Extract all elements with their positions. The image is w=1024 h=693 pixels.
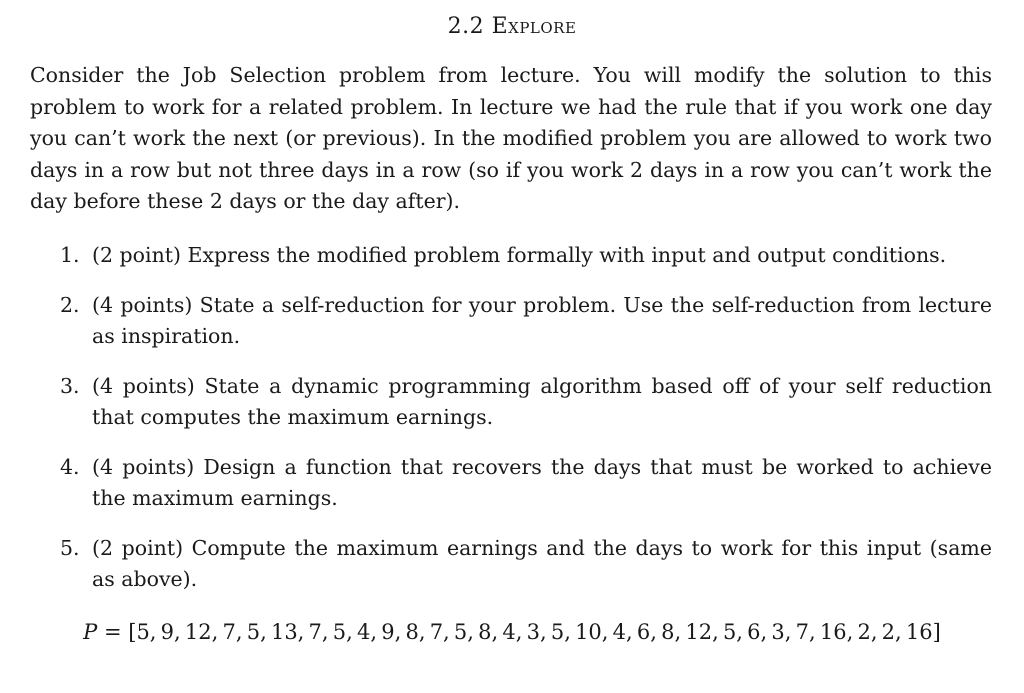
input-formula xyxy=(0,620,1024,644)
section-title-text: Explore xyxy=(491,14,577,39)
question-number: 1. xyxy=(60,243,80,267)
question-text: (4 points) Design a function that recovers the days that must be worked to achieve the maximum earnings. xyxy=(92,454,992,510)
intro-paragraph: Consider the Job Selection problem from lecture. You will modify the solution to this problem to work for a related problem. In lecture we had the rule that if you work one day you can’t work the next (or previous). In the modified problem you are allowed to work two days in a row but not three days in a row (so if you work 2 days in a row you can’t work the day before these 2 days or the day after). xyxy=(30,63,992,213)
formula-values: [5, 9, 12, 7, 5, 13, 7, 5, 4, 9, 8, 7, 5, 8, 4, 3, 5, 10, 4, 6, 8, 12, 5, 6, 3, 7, 16, 2, 2, 16] xyxy=(128,620,941,644)
question-number: 5. xyxy=(60,535,80,560)
formula-variable: P xyxy=(83,620,98,644)
question-number: 3. xyxy=(60,373,80,398)
question-item-4 xyxy=(30,452,992,515)
question-text: (2 point) Compute the maximum earnings and the days to work for this input (same as above). xyxy=(92,535,992,591)
question-text: (4 points) State a dynamic programming algorithm based off of your self reduction that computes the maximum earnings. xyxy=(92,373,992,429)
section-number: 2.2 xyxy=(447,14,485,39)
question-item-2 xyxy=(30,290,992,353)
question-text: (2 point) Express the modified problem formally with input and output conditions. xyxy=(92,243,947,267)
question-number: 4. xyxy=(60,454,80,479)
formula-equals: = xyxy=(97,620,129,644)
question-item-5 xyxy=(30,533,992,596)
question-list xyxy=(30,240,992,614)
question-number: 2. xyxy=(60,292,80,317)
question-item-1 xyxy=(30,240,992,272)
section-heading xyxy=(0,14,1024,39)
question-text: (4 points) State a self-reduction for your problem. Use the self-reduction from lecture as inspiration. xyxy=(92,292,992,348)
question-item-3 xyxy=(30,371,992,434)
